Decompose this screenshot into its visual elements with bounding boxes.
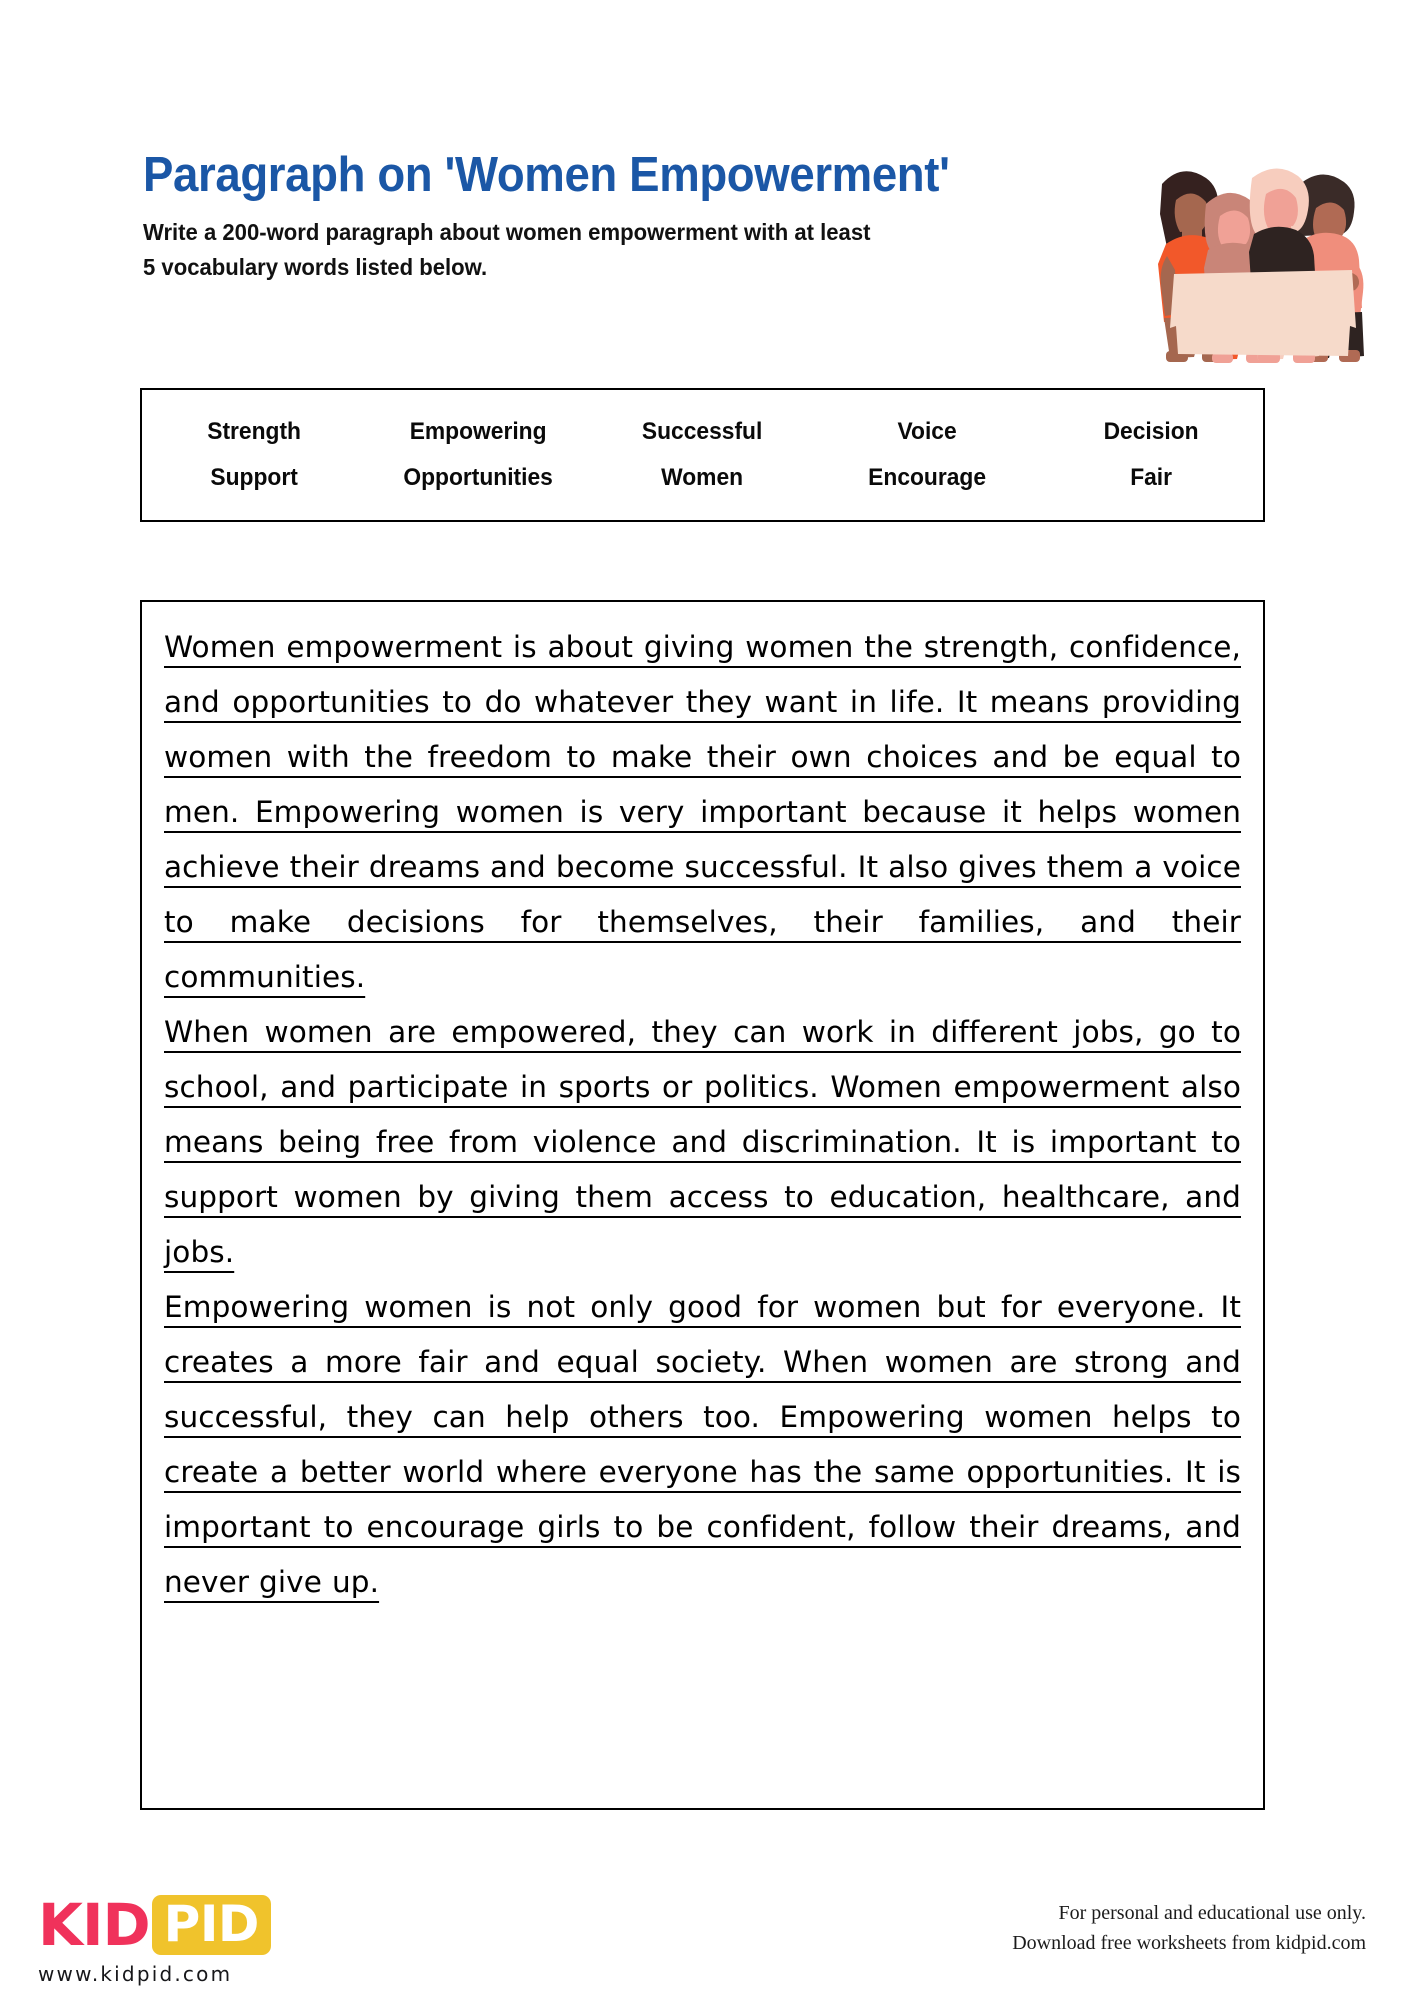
- vocabulary-row: [142, 464, 1263, 492]
- four-women-holding-banner-illustration: [1140, 88, 1385, 363]
- worksheet-instructions: [143, 215, 1139, 283]
- worksheet-header: [143, 150, 1153, 284]
- answer-paragraph: [164, 1005, 1241, 1280]
- vocabulary-word: Support: [210, 464, 298, 491]
- vocabulary-word-box: [140, 388, 1265, 522]
- vocabulary-word: Empowering: [409, 418, 547, 445]
- logo-pid-badge: PID: [152, 1895, 271, 1955]
- answer-paragraph-text: When women are empowered, they can work in different jobs, go to school, and participate in sports or politics. Women empowerment also means being free from violence and discrimination. It is important to support women by giving them access to education, healthcare, and jobs.: [164, 1015, 1241, 1269]
- vocabulary-word: Fair: [1130, 464, 1172, 491]
- logo-row: [38, 1891, 271, 1959]
- instructions-line-2: 5 vocabulary words listed below.: [143, 253, 488, 280]
- instructions-line-1: Write a 200-word paragraph about women empowerment with at least: [143, 219, 871, 246]
- usage-note-line-2: [1012, 1928, 1366, 1958]
- vocabulary-word: Successful: [642, 418, 763, 445]
- vocabulary-word: Decision: [1103, 418, 1199, 445]
- answer-paragraph-text: Women empowerment is about giving women the strength, confidence, and opportunities to do whatever they want in life. It means providing women with the freedom to make their own choices and be equal to men. Empowering women is very important because it helps women achieve their dreams and become successful. It also gives them a voice to make decisions for themselves, their families, and their communities.: [164, 630, 1241, 994]
- website-url: www.kidpid.com: [38, 1962, 233, 1986]
- vocabulary-word: Women: [661, 464, 744, 491]
- kidpid-logo[interactable]: [38, 1891, 271, 1986]
- vocabulary-word: Encourage: [867, 464, 986, 491]
- page-title: Paragraph on 'Women Empowerment': [143, 148, 950, 202]
- answer-paragraph: [164, 620, 1241, 1005]
- kidpid-link[interactable]: kidpid.com: [1275, 1932, 1366, 1954]
- page-footer: [0, 1880, 1414, 2000]
- answer-paragraph-text: Empowering women is not only good for women but for everyone. It creates a more fair and equal society. When women are strong and successful, they can help others too. Empowering women helps to create a better world where everyone has the same opportunities. It is important to encourage girls to be confident, follow their dreams, and never give up.: [164, 1290, 1241, 1599]
- usage-note-prefix: Download free worksheets from: [1012, 1932, 1276, 1954]
- usage-note: [1012, 1898, 1366, 1958]
- vocabulary-row: [142, 418, 1263, 446]
- vocabulary-word: Voice: [897, 418, 957, 445]
- vocabulary-word: Opportunities: [403, 464, 554, 491]
- answer-paragraph: [164, 1280, 1241, 1610]
- logo-kid-text: KID: [38, 1891, 150, 1959]
- vocabulary-word: Strength: [207, 418, 301, 445]
- paragraph-answer-box[interactable]: [140, 600, 1265, 1810]
- usage-note-line-1: For personal and educational use only.: [1058, 1902, 1366, 1924]
